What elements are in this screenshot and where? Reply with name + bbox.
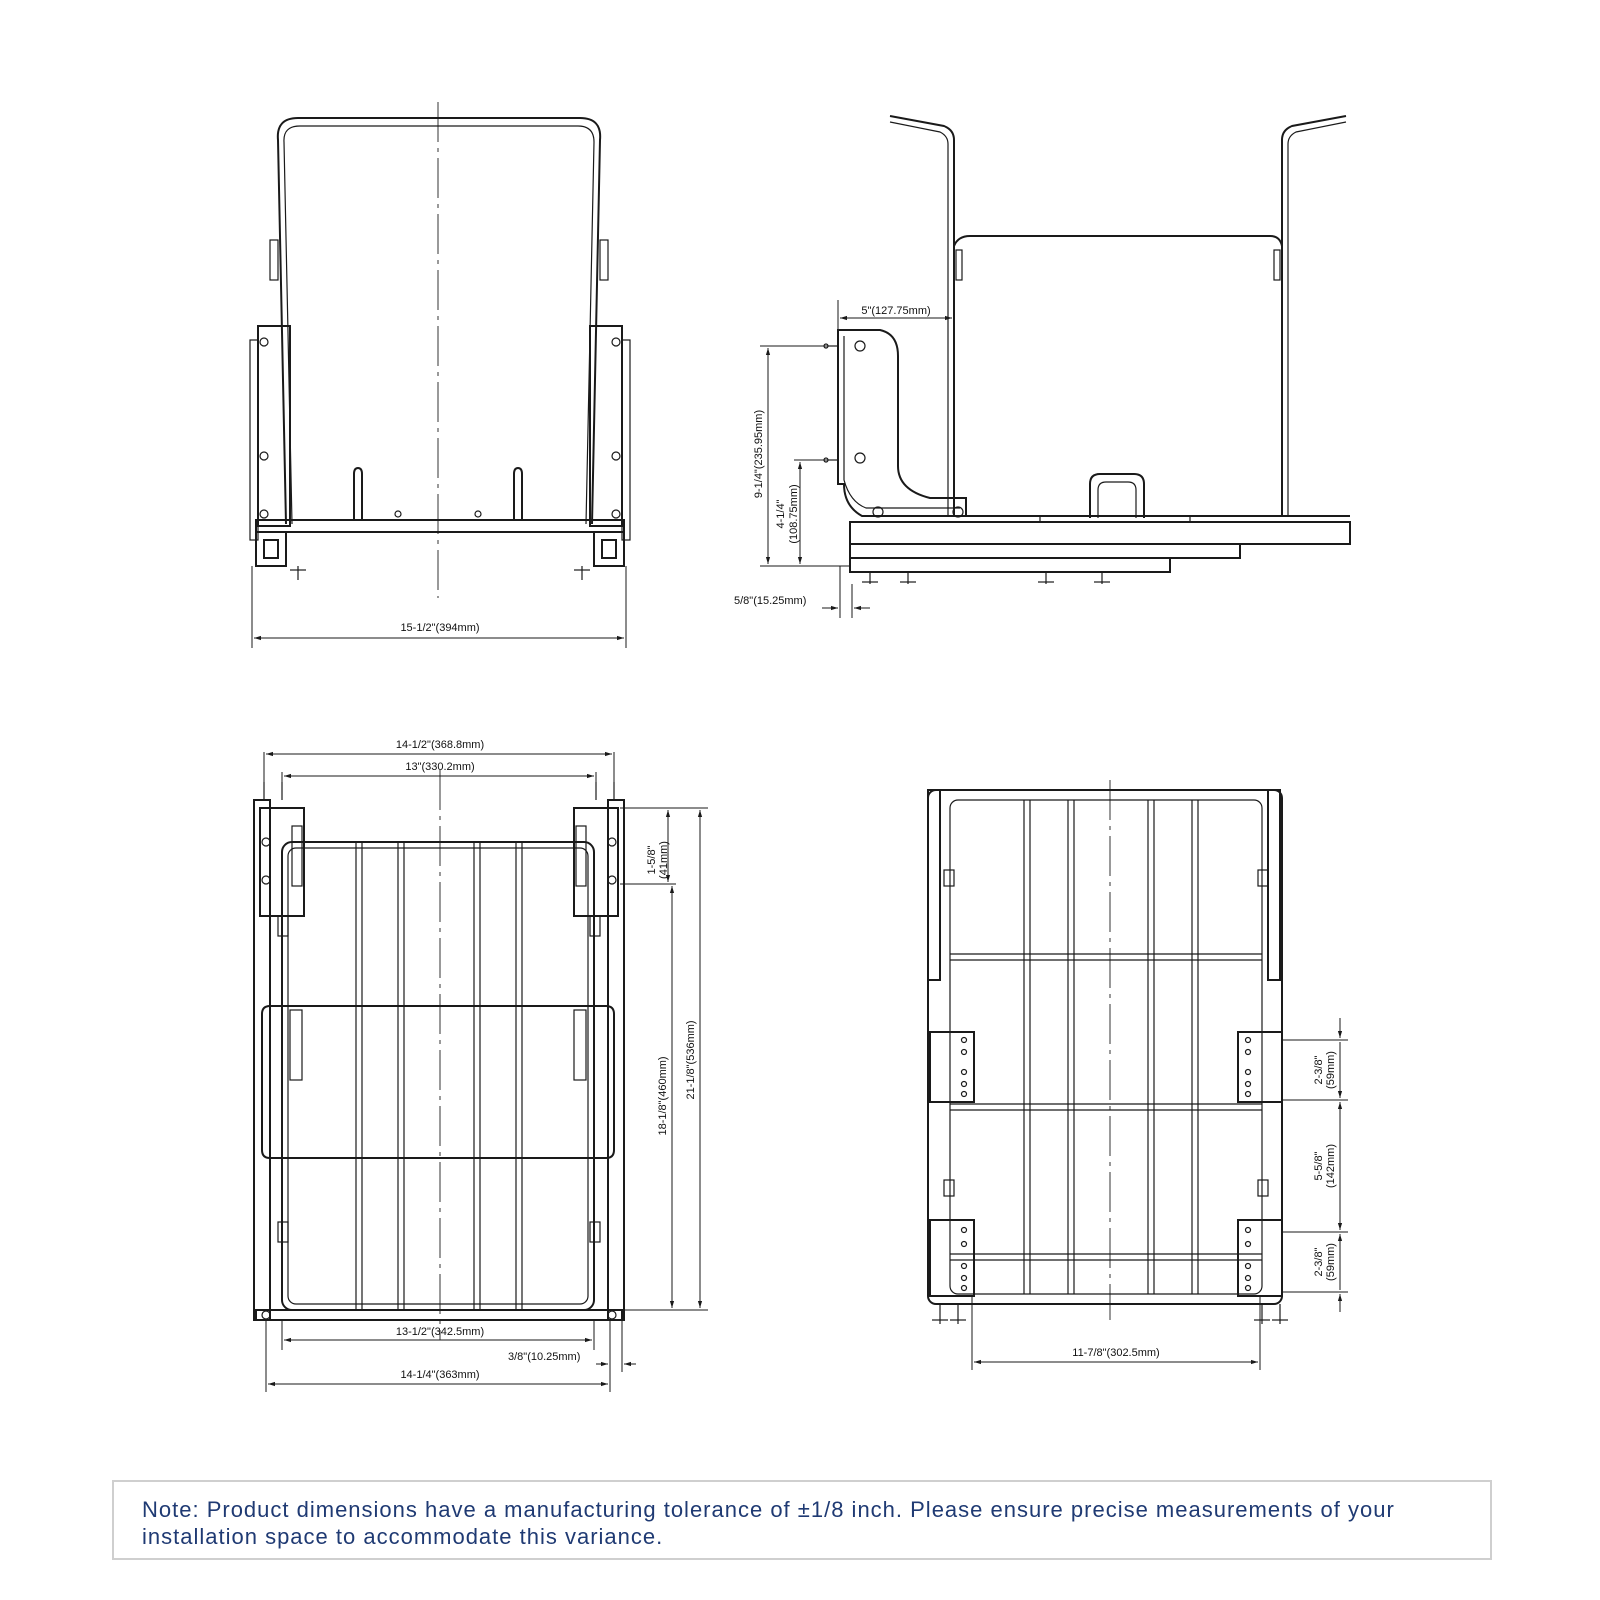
dim-top-bracket-a: 1-5/8" (646, 845, 658, 875)
dim-bottom-spacing-1: 5-5/8" (1313, 1151, 1325, 1181)
front-view (250, 102, 630, 648)
dim-front-width: 15-1/2"(394mm) (400, 622, 480, 634)
dim-side-bottom-offset: 5/8"(15.25mm) (734, 595, 807, 607)
dim-top-basket-width: 13-1/2"(342.5mm) (395, 1326, 485, 1338)
dim-top-overall-length: 21-1/8"(536mm) (685, 1020, 697, 1100)
top-view (254, 739, 708, 1392)
hole-dots (962, 1038, 1251, 1291)
dim-bottom-hole-a2: (59mm) (1325, 1051, 1337, 1089)
side-view (734, 116, 1350, 618)
dim-side-height-lower-b: (108.75mm) (788, 484, 800, 544)
dim-bottom-hole-b1: 2-3/8" (1313, 1247, 1325, 1277)
dim-side-height-lower-a: 4-1/4" (775, 499, 787, 529)
dim-top-offset: 3/8"(10.25mm) (508, 1351, 581, 1363)
tolerance-note-box (112, 1480, 1492, 1560)
tolerance-note-text: Note: Product dimensions have a manufacturing tolerance of ±1/8 inch. Please ensure precise measurements of your installation space to accommodate this variance. (142, 1497, 1395, 1549)
bottom-view (928, 780, 1348, 1370)
dim-top-inner-width: 13"(330.2mm) (405, 761, 475, 773)
dim-bottom-hole-a1: 2-3/8" (1313, 1055, 1325, 1085)
dim-side-height-total: 9-1/4"(235.95mm) (753, 409, 765, 499)
dim-side-rear-depth: 5"(127.75mm) (861, 305, 931, 317)
dim-top-base-width: 14-1/4"(363mm) (400, 1369, 480, 1381)
dim-bottom-width: 11-7/8"(302.5mm) (1072, 1347, 1160, 1359)
dim-top-rail-length: 18-1/8"(460mm) (657, 1056, 669, 1136)
dim-bottom-hole-b2: (59mm) (1325, 1243, 1337, 1281)
dim-bottom-spacing-2: (142mm) (1325, 1143, 1337, 1189)
dim-top-outer-width: 14-1/2"(368.8mm) (395, 739, 485, 751)
dim-top-bracket-b: (41mm) (658, 841, 670, 879)
